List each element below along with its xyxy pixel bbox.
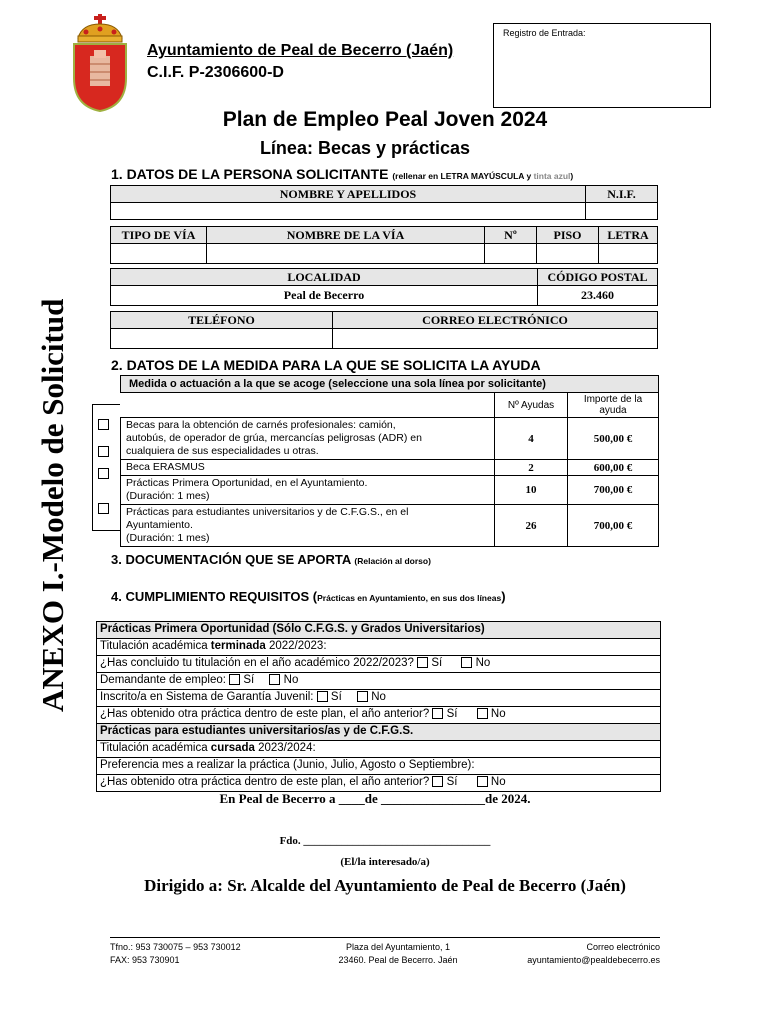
concluido-no-checkbox[interactable] [461, 657, 472, 668]
concluido-row: ¿Has concluido tu titulación en el año académico 2022/2023? Sí No [97, 656, 660, 673]
otra-practica-1-si-checkbox[interactable] [432, 708, 443, 719]
addressed-to: Dirigido a: Sr. Alcalde del Ayuntamiento de Peal de Becerro (Jaén) [144, 876, 626, 895]
codigo-postal-value: 23.460 [538, 286, 658, 306]
demandante-si-checkbox[interactable] [229, 674, 240, 685]
telefono-field[interactable] [111, 329, 333, 349]
signature-line[interactable]: Fdo. __________________________________ [279, 835, 491, 847]
otra-practica-1-no-checkbox[interactable] [477, 708, 488, 719]
applicant-name-table [110, 185, 658, 220]
issuer-name: Ayuntamiento de Peal de Becerro (Jaén) [147, 42, 454, 59]
section-2-heading: 2. DATOS DE LA MEDIDA PARA LA QUE SE SOLICITA LA AYUDA [111, 357, 541, 373]
requirements-primera-oportunidad-header: Prácticas Primera Oportunidad (Sólo C.F.G.S. y Grados Universitarios) [97, 622, 660, 639]
header-nif: N.I.F. [586, 186, 658, 203]
measure-row-primera-oportunidad: Prácticas Primera Oportunidad, en el Ayuntamiento. (Duración: 1 mes) [121, 476, 495, 505]
registry-label: Registro de Entrada: [503, 28, 586, 38]
requirements-table [96, 621, 661, 792]
concluido-si-checkbox[interactable] [417, 657, 428, 668]
demandante-no-checkbox[interactable] [269, 674, 280, 685]
nombre-field[interactable] [111, 203, 586, 220]
importe-primera-oportunidad: 700,00 € [568, 476, 659, 505]
ayudas-primera-oportunidad: 10 [495, 476, 568, 505]
document-subtitle: Línea: Becas y prácticas [259, 138, 471, 158]
measure-table [120, 375, 659, 547]
locality-table [110, 268, 658, 306]
otra-practica-2-no-checkbox[interactable] [477, 776, 488, 787]
header-piso: PISO [537, 227, 599, 244]
header-letra: LETRA [599, 227, 658, 244]
municipal-crest-logo [72, 14, 128, 112]
otra-practica-row-2: ¿Has obtenido otra práctica dentro de este plan, el año anterior? Sí No [100, 776, 506, 788]
footer-phone: Tfno.: 953 730075 – 953 730012 FAX: 953 730901 [110, 942, 241, 965]
piso-field[interactable] [537, 244, 599, 264]
importe-erasmus: 600,00 € [568, 460, 659, 476]
checkbox-erasmus[interactable] [98, 446, 109, 457]
localidad-value: Peal de Becerro [111, 286, 538, 306]
titulacion-terminada-row[interactable]: Titulación académica terminada 2022/2023: [97, 639, 660, 656]
demandante-row: Demandante de empleo: Sí No [97, 673, 660, 690]
document-title: Plan de Empleo Peal Joven 2024 [222, 108, 548, 131]
header-codigo-postal: CÓDIGO POSTAL [538, 269, 658, 286]
letra-field[interactable] [599, 244, 658, 264]
registry-stamp-box [493, 23, 711, 108]
garantia-juvenil-row: Inscrito/a en Sistema de Garantía Juvenil: Sí No [97, 690, 660, 707]
requirements-universitarios-header: Prácticas para estudiantes universitarios/as y de C.F.G.S. [97, 724, 660, 741]
measure-row-carnes: Becas para la obtención de carnés profesionales: camión, autobús, de operador de grúa, mercancías peligrosas (ADR) en cualquiera de sus especialidades u otras. [121, 418, 495, 460]
checkbox-carnes[interactable] [98, 419, 109, 430]
contact-table [110, 311, 658, 349]
section-3-heading: 3. DOCUMENTACIÓN QUE SE APORTA (Relación al dorso) [111, 552, 431, 567]
address-table [110, 226, 658, 264]
section-1-heading: 1. DATOS DE LA PERSONA SOLICITANTE (rellenar en LETRA MAYÚSCULA y tinta azul) [111, 166, 574, 182]
measure-row-erasmus: Beca ERASMUS [121, 460, 495, 476]
ayudas-universitarios: 26 [495, 505, 568, 547]
issuer-cif: C.I.F. P-2306600-D [147, 64, 284, 81]
nif-field[interactable] [586, 203, 658, 220]
preferencia-mes-row[interactable]: Preferencia mes a realizar la práctica (Junio, Julio, Agosto o Septiembre): [97, 758, 660, 775]
titulacion-cursada-row[interactable]: Titulación académica cursada 2023/2024: [97, 741, 660, 758]
measure-row-universitarios: Prácticas para estudiantes universitarios y de C.F.G.S., en el Ayuntamiento. (Duración: 1 mes) [121, 505, 495, 547]
measure-table-header: Medida o actuación a la que se acoge (seleccione una sola línea por solicitante) [121, 376, 659, 393]
header-telefono: TELÉFONO [111, 312, 333, 329]
tipo-via-field[interactable] [111, 244, 207, 264]
otra-practica-row-1: ¿Has obtenido otra práctica dentro de este plan, el año anterior? Sí No [97, 707, 660, 724]
header-numero: Nº [485, 227, 537, 244]
footer-email: Correo electrónico ayuntamiento@pealdebecerro.es [527, 942, 660, 965]
section-4-heading: 4. CUMPLIMIENTO REQUISITOS (Prácticas en Ayuntamiento, en sus dos líneas) [111, 589, 506, 604]
ayudas-carnes: 4 [495, 418, 568, 460]
importe-universitarios: 700,00 € [568, 505, 659, 547]
ayudas-erasmus: 2 [495, 460, 568, 476]
numero-field[interactable] [485, 244, 537, 264]
importe-carnes: 500,00 € [568, 418, 659, 460]
header-tipo-via: TIPO DE VÍA [111, 227, 207, 244]
header-correo: CORREO ELECTRÓNICO [333, 312, 658, 329]
header-nombre: NOMBRE Y APELLIDOS [111, 186, 586, 203]
correo-field[interactable] [333, 329, 658, 349]
header-nombre-via: NOMBRE DE LA VÍA [207, 227, 485, 244]
checkbox-universitarios[interactable] [98, 503, 109, 514]
nombre-via-field[interactable] [207, 244, 485, 264]
header-localidad: LOCALIDAD [111, 269, 538, 286]
col-importe: Importe de la ayuda [568, 393, 659, 418]
signature-role: (El/la interesado/a) [340, 856, 430, 868]
otra-practica-2-si-checkbox[interactable] [432, 776, 443, 787]
garantia-si-checkbox[interactable] [317, 691, 328, 702]
signature-place-date: En Peal de Becerro a ____de ________________de 2024. [219, 791, 531, 806]
annex-vertical-title: ANEXO I.-Modelo de Solicitud [35, 298, 70, 712]
checkbox-primera-oportunidad[interactable] [98, 468, 109, 479]
col-ayudas: Nº Ayudas [495, 393, 568, 418]
garantia-no-checkbox[interactable] [357, 691, 368, 702]
footer-address: Plaza del Ayuntamiento, 1 23460. Peal de Becerro. Jaén [338, 942, 458, 965]
footer-divider [110, 937, 660, 938]
